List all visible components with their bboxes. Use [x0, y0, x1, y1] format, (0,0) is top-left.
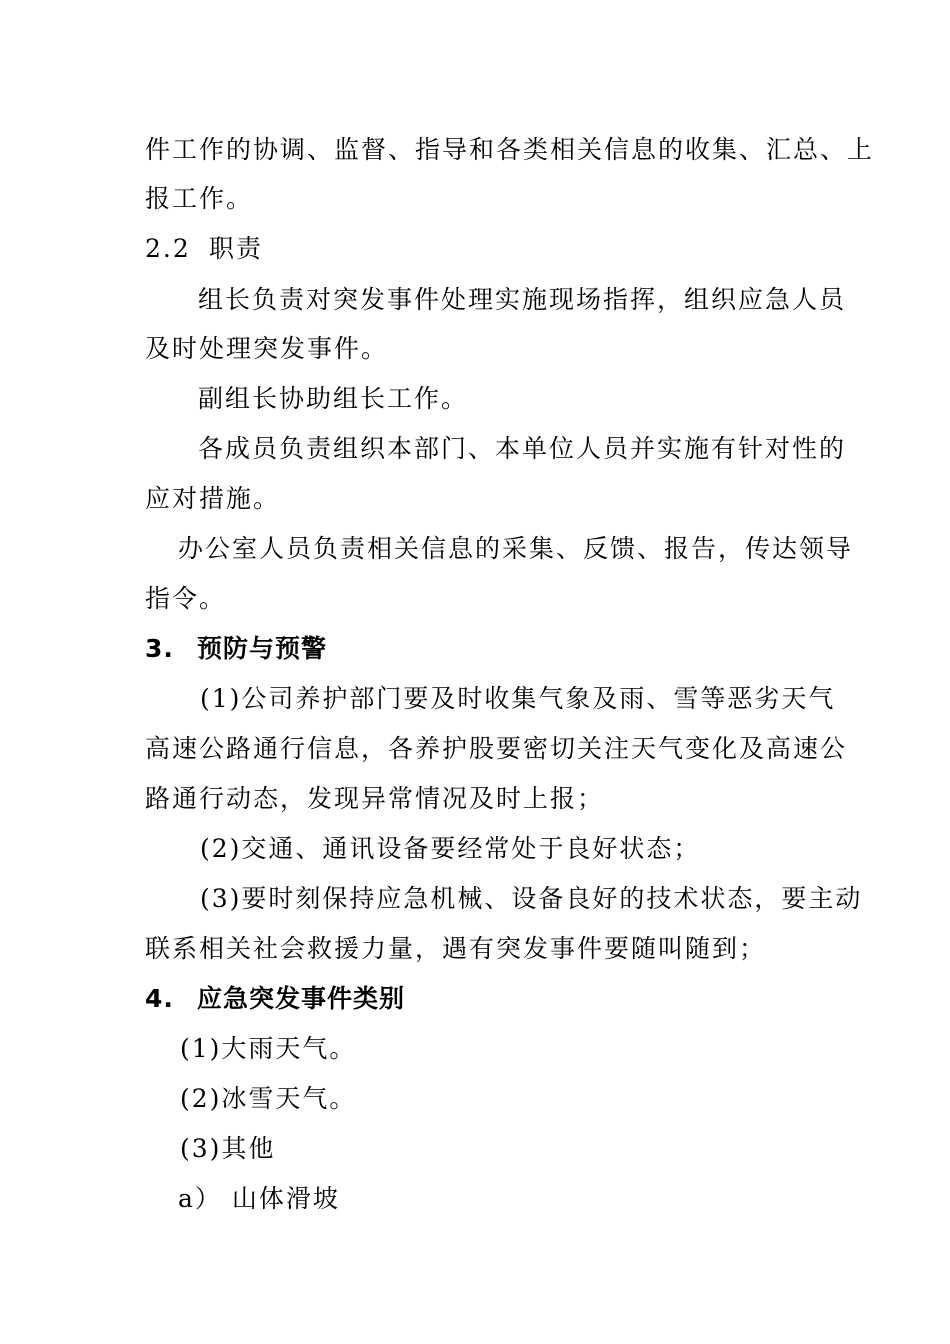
section-number: 4. [145, 984, 174, 1013]
list-item: (2)交通、通讯设备要经常处于良好状态； [200, 834, 701, 863]
paragraph-line: 指令。 [145, 584, 227, 613]
paragraph-line: 各成员负责组织本部门、本单位人员并实施有针对性的 [198, 434, 847, 463]
list-item: (1)公司养护部门要及时收集气象及雨、雪等恶劣天气 [200, 684, 836, 713]
paragraph-line: 办公室人员负责相关信息的采集、反馈、报告，传达领导 [178, 534, 854, 563]
list-item: a） 山体滑坡 [178, 1184, 340, 1213]
section-title: 应急突发事件类别 [197, 984, 406, 1013]
section-number: 2.2 [145, 234, 191, 263]
paragraph-line: 报工作。 [145, 184, 254, 213]
list-item: (3)要时刻保持应急机械、设备良好的技术状态，要主动 [200, 884, 863, 913]
list-item: (3)其他 [180, 1134, 276, 1163]
paragraph-line: 联系相关社会救援力量，遇有突发事件要随叫随到； [145, 934, 767, 963]
section-4-heading [145, 982, 405, 1016]
paragraph-line: 件工作的协调、监督、指导和各类相关信息的收集、汇总、上 [145, 135, 875, 164]
paragraph-line: 副组长协助组长工作。 [198, 384, 469, 413]
paragraph-line: 高速公路通行信息，各养护股要密切关注天气变化及高速公 [145, 734, 848, 763]
section-title: 职责 [209, 234, 264, 263]
paragraph-line: 组长负责对突发事件处理实施现场指挥，组织应急人员 [198, 285, 847, 314]
list-item: (2)冰雪天气。 [180, 1084, 357, 1113]
list-item: (1)大雨天气。 [180, 1034, 357, 1063]
paragraph-line: 及时处理突发事件。 [145, 334, 389, 363]
paragraph-line: 路通行动态，发现异常情况及时上报； [145, 784, 605, 813]
paragraph-line: 应对措施。 [145, 484, 281, 513]
section-2-2-heading [145, 232, 263, 266]
section-3-heading [145, 632, 327, 666]
section-title: 预防与预警 [197, 634, 328, 663]
section-number: 3. [145, 634, 174, 663]
